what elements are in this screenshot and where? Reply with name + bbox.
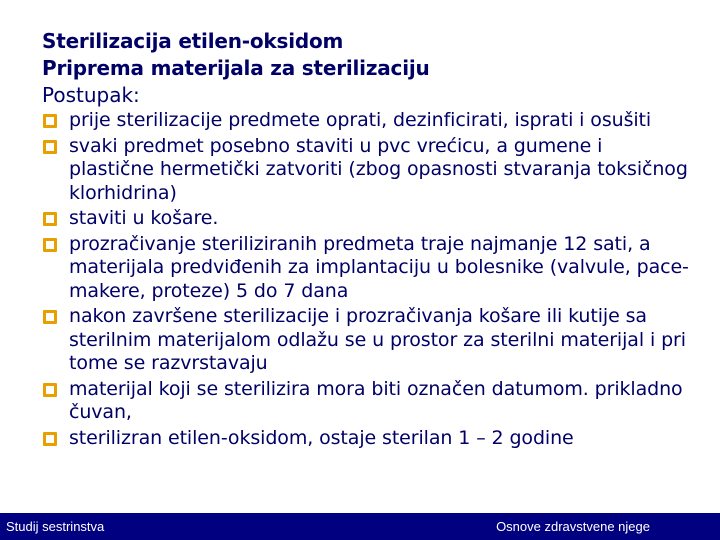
square-bullet-icon	[43, 383, 57, 397]
slide-subtitle: Priprema materijala za sterilizaciju	[42, 56, 430, 80]
slide-content	[42, 28, 692, 452]
bullet-text: nakon završene sterilizacije i prozračivanja košare ili kutije sa sterilnim materijalom odlažu se u prostor za sterilni materijal i pri tome se razvrstavaju	[69, 305, 686, 374]
bullet-text: sterilizran etilen-oksidom, ostaje sterilan 1 – 2 godine	[69, 426, 574, 449]
footer-bar	[0, 513, 720, 540]
bullet-item	[42, 233, 692, 304]
footer-right-text: Osnove zdravstvene njege	[496, 519, 650, 534]
bullet-item	[42, 305, 692, 376]
bullet-item	[42, 135, 692, 206]
square-bullet-icon	[43, 212, 57, 226]
bullet-text: prije sterilizacije predmete oprati, dezinficirati, isprati i osušiti	[69, 109, 652, 131]
square-bullet-icon	[43, 432, 57, 446]
slide-title: Sterilizacija etilen-oksidom	[42, 29, 344, 53]
bullet-item	[42, 378, 692, 425]
square-bullet-icon	[43, 140, 57, 154]
bullet-item	[42, 207, 692, 231]
bullet-item	[42, 427, 692, 451]
bullet-text: svaki predmet posebno staviti u pvc vrećicu, a gumene i plastične hermetički zatvoriti (zbog opasnosti stvaranja toksičnog klorhidrina)	[69, 134, 688, 204]
procedure-label: Postupak:	[42, 83, 140, 107]
bullet-text: staviti u košare.	[69, 207, 219, 229]
square-bullet-icon	[43, 114, 57, 128]
footer-left-text: Studij sestrinstva	[6, 519, 105, 534]
bullet-text: prozračivanje steriliziranih predmeta traje najmanje 12 sati, a materijala predviđenih za implantaciju u bolesnike (valvule, pace-makere, proteze) 5 do 7 dana	[69, 232, 689, 302]
square-bullet-icon	[43, 310, 57, 324]
square-bullet-icon	[43, 238, 57, 252]
bullet-item	[42, 109, 692, 133]
bullet-list	[42, 109, 692, 450]
bullet-text: materijal koji se sterilizira mora biti označen datumom. prikladno čuvan,	[69, 377, 683, 423]
